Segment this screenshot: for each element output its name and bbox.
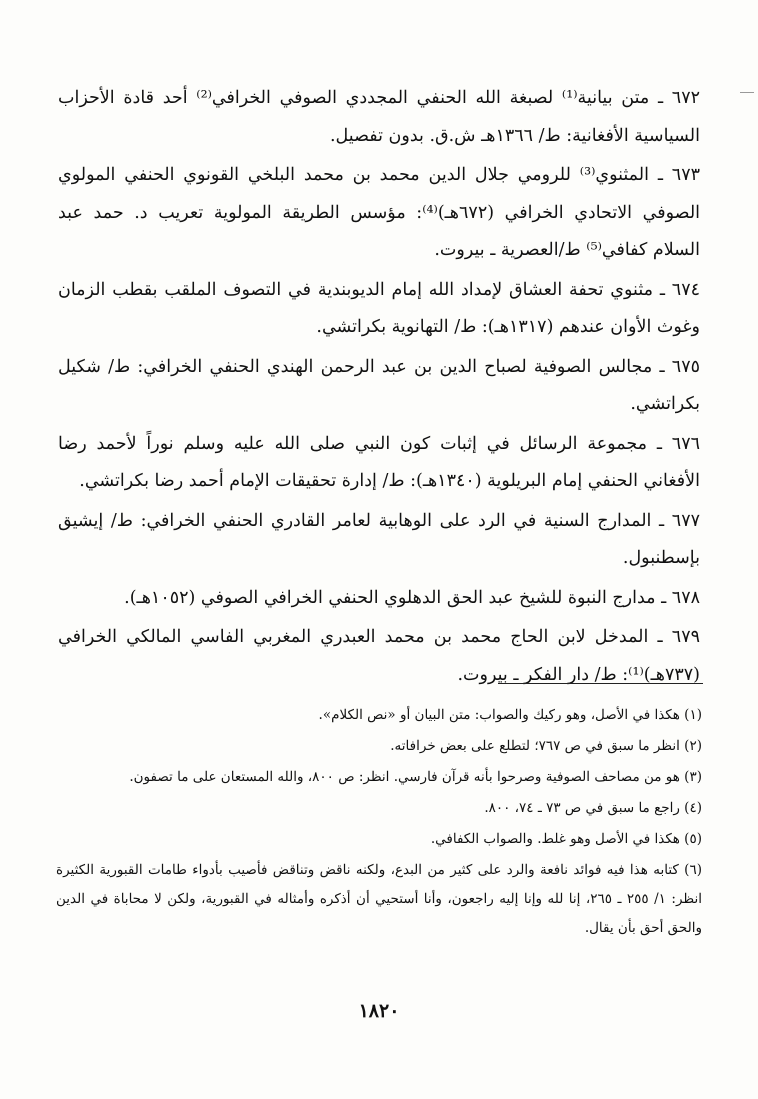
entry-675: ٦٧٥ ـ مجالس الصوفية لصباح الدين بن عبد الرحمن الهندي الحنفي الخرافي: ط/ شكيل بكراتشي. xyxy=(58,356,700,414)
margin-mark xyxy=(740,92,754,93)
page-number: ١٨٢٠ xyxy=(358,1000,400,1022)
entry-673: ٦٧٣ ـ المثنوي⁽³⁾ للرومي جلال الدين محمد بن محمد البلخي القونوي الحنفي المولوي الصوفي الاتحادي الخرافي (٦٧٢هـ)⁽⁴⁾: مؤسس الطريقة المولوية تعريب د. حمد عبد السلام كفافي⁽⁵⁾ ط/العصرية ـ بيروت. xyxy=(58,165,701,260)
entry-678: ٦٧٨ ـ مدارج النبوة للشيخ عبد الحق الدهلوي الحنفي الخرافي الصوفي (١٠٥٢هـ). xyxy=(124,587,700,608)
footnote-2: (٢) انظر ما سبق في ص ٧٦٧؛ لتطلع على بعض خرافاته. xyxy=(390,738,702,754)
footnotes xyxy=(56,701,702,945)
entry-672: ٦٧٢ ـ متن بيانية⁽¹⁾ لصبغة الله الحنفي المجددي الصوفي الخرافي⁽²⁾ أحد قادة الأحزاب السياسية الأفغانية: ط/ ١٣٦٦هـ ش.ق. بدون تفصيل. xyxy=(58,88,700,146)
entry-679: ٦٧٩ ـ المدخل لابن الحاج محمد بن محمد العبدري المغربي الفاسي المالكي الخرافي (٧٣٧هـ)⁽¹⁾: ط/ دار الفكر ـ بيروت. xyxy=(58,627,700,685)
footnote-6: (٦) كتابه هذا فيه فوائد نافعة والرد على كثير من البدع، ولكنه ناقض وتناقض فأصيب بأدواء طامات القبورية الكثيرة انظر: ١/ ٢٥٥ ـ ٢٦٥، إنا لله وإنا إليه راجعون، وأنا أستحيي أن أذكره وأمثاله في القبورية، ولكن لا محاباة في الدين والحق أحق بأن يقال. xyxy=(56,862,702,936)
footnote-separator xyxy=(498,683,703,684)
main-text xyxy=(58,80,700,694)
footnote-4: (٤) راجع ما سبق في ص ٧٣ ـ ٧٤، ٨٠٠. xyxy=(484,800,702,816)
entry-677: ٦٧٧ ـ المدارج السنية في الرد على الوهابية لعامر القادري الحنفي الخرافي: ط/ إيشيق بإسطنبول. xyxy=(58,510,700,568)
footnote-3: (٣) هو من مصاحف الصوفية وصرحوا بأنه قرآن فارسي. انظر: ص ٨٠٠، والله المستعان على ما تصفون. xyxy=(129,769,702,785)
entry-676: ٦٧٦ ـ مجموعة الرسائل في إثبات كون النبي صلى الله عليه وسلم نوراً لأحمد رضا الأفغاني الحنفي إمام البريلوية (١٣٤٠هـ): ط/ إدارة تحقيقات الإمام أحمد رضا بكراتشي. xyxy=(58,433,700,491)
entry-674: ٦٧٤ ـ مثنوي تحفة العشاق لإمداد الله إمام الديوبندية في التصوف الملقب بقطب الزمان وغوث الأوان عندهم (١٣١٧هـ): ط/ التهانوية بكراتشي. xyxy=(58,279,700,337)
footnote-1: (١) هكذا في الأصل، وهو ركيك والصواب: متن البيان أو «نص الكلام». xyxy=(318,707,702,723)
footnote-5: (٥) هكذا في الأصل وهو غلط. والصواب الكفافي. xyxy=(430,831,702,847)
